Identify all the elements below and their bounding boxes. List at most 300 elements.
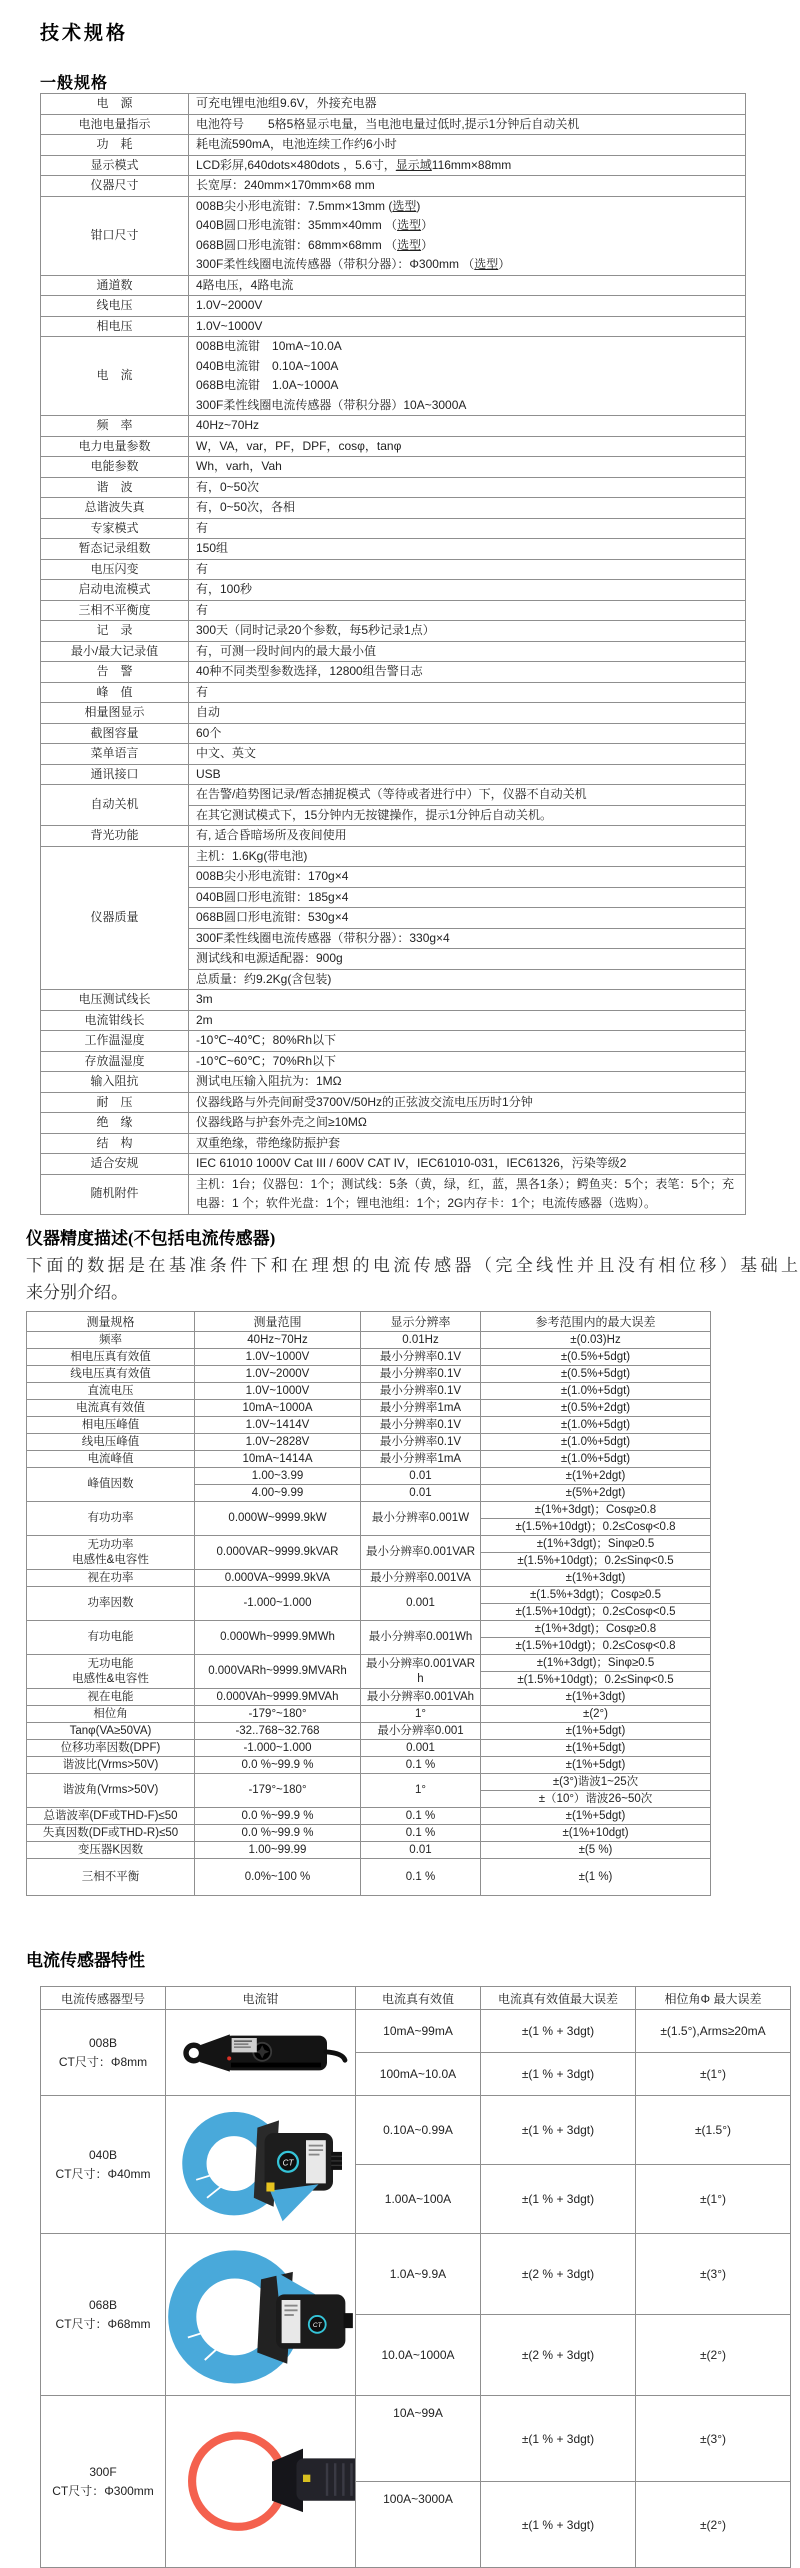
spec-row <box>41 1174 746 1214</box>
max-error-cell: ±(0.5%+5dgt) <box>481 1349 711 1366</box>
spec-value <box>189 457 746 478</box>
spec-label: 通讯接口 <box>41 764 189 785</box>
section-title-accuracy: 仪器精度描述(不包括电流传感器) <box>26 1229 276 1248</box>
spec-label: 专家模式 <box>41 518 189 539</box>
measure-spec-cell <box>27 1570 195 1587</box>
max-error-cell: ±(1.5%+3dgt)；Cosφ≥0.5 <box>481 1587 711 1604</box>
spec-value-line: -10℃~60℃；70%Rh以下 <box>196 1053 337 1068</box>
spec-value-line: 300天（同时记录20个参数，每5秒记录1点） <box>196 623 435 637</box>
spec-row <box>41 135 746 156</box>
spec-row <box>41 176 746 197</box>
spec-row <box>41 498 746 519</box>
phase-max-error-cell: ±(1°) <box>636 2053 791 2096</box>
phase-max-error-cell: ±(1.5°) <box>636 2096 791 2165</box>
measure-spec-cell <box>27 1842 195 1859</box>
spec-value <box>189 559 746 580</box>
spec-label: 耐 压 <box>41 1092 189 1113</box>
range-cell: 1.0V~1000V <box>195 1349 361 1366</box>
spec-label: 三相不平衡度 <box>41 600 189 621</box>
measure-spec-cell <box>27 1383 195 1400</box>
range-cell: 1.0V~2828V <box>195 1434 361 1451</box>
spec-label: 仪器质量 <box>41 846 189 990</box>
spec-label: 结 构 <box>41 1133 189 1154</box>
cell-line: 直流电压 <box>87 1384 134 1397</box>
resolution-cell: 最小分辨率0.1V <box>361 1434 481 1451</box>
measure-spec-cell <box>27 1400 195 1417</box>
sensor-ct-size: CT尺寸：Φ68mm <box>55 2316 151 2331</box>
spec-value <box>189 928 746 949</box>
resolution-cell: 最小分辨率0.1V <box>361 1383 481 1400</box>
spec-row <box>41 621 746 642</box>
spec-row <box>41 94 746 115</box>
spec-value <box>189 416 746 437</box>
general-specs-table <box>40 93 746 1215</box>
accuracy-row <box>27 1621 711 1638</box>
accuracy-header-row <box>27 1312 711 1332</box>
spec-value <box>189 580 746 601</box>
cell-line: 总谐波率(DF或THD-F)≤50 <box>43 1809 178 1822</box>
cell-line: 失真因数(DF或THD-R)≤50 <box>42 1826 179 1839</box>
spec-label: 电能参数 <box>41 457 189 478</box>
spec-value-line: 4路电压，4路电流 <box>196 277 294 292</box>
spec-value-line: 在其它测试模式下，15分钟内无按键操作，提示1分钟后自动关机。 <box>196 807 553 822</box>
spec-value-line: 有 <box>196 602 209 617</box>
svg-text:CT: CT <box>282 2158 293 2168</box>
spec-value <box>189 723 746 744</box>
max-error-cell: ±(1.5%+10dgt)；0.2≤Cosφ<0.8 <box>481 1638 711 1655</box>
spec-row <box>41 1010 746 1031</box>
spec-label: 功 耗 <box>41 135 189 156</box>
spec-value <box>189 846 746 867</box>
svg-text:CT: CT <box>312 2321 322 2329</box>
resolution-cell: 0.01 <box>361 1842 481 1859</box>
spec-value-line: 040B电流钳 0.10A~100A <box>196 358 339 373</box>
spec-row <box>41 600 746 621</box>
measure-spec-cell <box>27 1536 195 1570</box>
measure-spec-cell <box>27 1859 195 1896</box>
clamp-068b-image <box>166 2234 356 2396</box>
spec-value-line: 60个 <box>196 725 222 740</box>
spec-row <box>41 1031 746 1052</box>
spec-label: 暂态记录组数 <box>41 539 189 560</box>
resolution-cell: 1° <box>361 1706 481 1723</box>
spec-row <box>41 1051 746 1072</box>
column-header: 电流钳 <box>166 1987 356 2010</box>
max-error-cell: ±(1.5%+10dgt)；0.2≤Cosφ<0.5 <box>481 1604 711 1621</box>
accuracy-row <box>27 1570 711 1587</box>
spec-value <box>189 805 746 826</box>
spec-value <box>189 1031 746 1052</box>
spec-value <box>189 1154 746 1175</box>
spec-row <box>41 744 746 765</box>
spec-value <box>189 969 746 990</box>
resolution-cell: 最小分辨率0.1V <box>361 1349 481 1366</box>
column-header: 相位角Φ 最大误差 <box>636 1987 791 2010</box>
max-error-cell: ±（10°）谐波26~50次 <box>481 1791 711 1808</box>
spec-row <box>41 275 746 296</box>
spec-row <box>41 703 746 724</box>
current-max-error-cell: ±(1 % + 3dgt) <box>481 2096 636 2165</box>
measure-spec-cell <box>27 1366 195 1383</box>
resolution-cell: 0.001 <box>361 1740 481 1757</box>
current-range-cell: 100A~3000A <box>356 2482 481 2568</box>
measure-spec-cell <box>27 1468 195 1502</box>
sensor-row <box>41 2234 791 2315</box>
max-error-cell: ±(1%+3dgt) <box>481 1689 711 1706</box>
cell-line: 无功电能 <box>87 1657 134 1670</box>
spec-value <box>189 176 746 197</box>
resolution-cell: 1° <box>361 1774 481 1808</box>
cell-line: Tanφ(VA≥50VA) <box>69 1724 152 1737</box>
current-max-error-cell: ±(1 % + 3dgt) <box>481 2165 636 2234</box>
spec-value-line: 有 <box>196 520 209 535</box>
spec-label: 自动关机 <box>41 785 189 826</box>
current-range-cell: 10mA~99mA <box>356 2010 481 2053</box>
spec-value <box>189 703 746 724</box>
sensor-model-cell <box>41 2010 166 2096</box>
spec-value <box>189 949 746 970</box>
spec-value <box>189 744 746 765</box>
spec-label: 电压测试线长 <box>41 990 189 1011</box>
spec-value-line: 068B圆口形电流钳：530g×4 <box>196 910 349 924</box>
spec-row <box>41 641 746 662</box>
current-range-cell: 1.0A~9.9A <box>356 2234 481 2315</box>
spec-row <box>41 764 746 785</box>
cell-line: 电流峰值 <box>87 1452 134 1465</box>
spec-value-line: 300F柔性线圈电流传感器（带积分器）10A~3000A <box>196 397 467 412</box>
max-error-cell: ±(3°)谐波1~25次 <box>481 1774 711 1791</box>
spec-value-line: 068B圆口形电流钳：68mm×68mm （选型） <box>196 237 434 252</box>
sensor-table <box>40 1986 791 2568</box>
range-cell: -1.000~1.000 <box>195 1587 361 1621</box>
spec-row <box>41 436 746 457</box>
column-header: 测量规格 <box>27 1312 195 1332</box>
spec-label: 背光功能 <box>41 826 189 847</box>
range-cell: 0.000VA~9999.9kVA <box>195 1570 361 1587</box>
column-header: 显示分辨率 <box>361 1312 481 1332</box>
cell-line: 电感性&电容性 <box>72 1672 149 1685</box>
range-cell: -179°~180° <box>195 1706 361 1723</box>
spec-value-line: 040B圆口形电流钳：185g×4 <box>196 889 349 904</box>
spec-row <box>41 1072 746 1093</box>
accuracy-row <box>27 1400 711 1417</box>
spec-value <box>189 641 746 662</box>
range-cell: -1.000~1.000 <box>195 1740 361 1757</box>
phase-max-error-cell: ±(2°) <box>636 2315 791 2396</box>
max-error-cell: ±(0.03)Hz <box>481 1332 711 1349</box>
measure-spec-cell <box>27 1587 195 1621</box>
spec-label: 适合安规 <box>41 1154 189 1175</box>
spec-value-line: 主机：1台；仪器包：1个；测试线：5条（黄，绿，红，蓝，黑各1条）；鳄鱼夹：5个；表笔：5个；充电器：1 个；软件光盘：1个；锂电池组：1个；2G内存卡：1个；电流传感器（选购）。 <box>196 1176 735 1210</box>
range-cell: 1.00~3.99 <box>195 1468 361 1485</box>
accuracy-row <box>27 1502 711 1519</box>
range-cell: 0.000Wh~9999.9MWh <box>195 1621 361 1655</box>
measure-spec-cell <box>27 1774 195 1808</box>
accuracy-row <box>27 1774 711 1791</box>
accuracy-intro-line2: 来分别介绍。 <box>26 1283 128 1302</box>
cell-line: 相电压峰值 <box>81 1418 140 1431</box>
spec-label: 仪器尺寸 <box>41 176 189 197</box>
spec-value <box>189 600 746 621</box>
spec-label: 电池电量指示 <box>41 114 189 135</box>
spec-row <box>41 518 746 539</box>
spec-value <box>189 436 746 457</box>
resolution-cell: 最小分辨率0.001 <box>361 1723 481 1740</box>
spec-value-line: 040B圆口形电流钳：35mm×40mm （选型） <box>196 218 434 232</box>
sensor-ct-size: CT尺寸：Φ300mm <box>52 2483 154 2498</box>
spec-value-line: 仪器线路与外壳间耐受3700V/50Hz的正弦波交流电压历时1分钟 <box>196 1094 533 1109</box>
spec-row <box>41 1113 746 1134</box>
spec-label: 电力电量参数 <box>41 436 189 457</box>
spec-value-line: 可充电锂电池组9.6V，外接充电器 <box>196 96 377 110</box>
sensor-ct-size: CT尺寸：Φ40mm <box>55 2166 151 2181</box>
cell-line: 功率因数 <box>87 1597 134 1609</box>
max-error-cell: ±(1%+3dgt) <box>481 1570 711 1587</box>
current-range-cell: 10A~99A <box>356 2396 481 2482</box>
spec-value <box>189 1092 746 1113</box>
range-cell: 0.0 %~99.9 % <box>195 1808 361 1825</box>
resolution-cell: 最小分辨率0.001VAh <box>361 1689 481 1706</box>
spec-value <box>189 275 746 296</box>
spec-value <box>189 662 746 683</box>
spec-label: 工作温湿度 <box>41 1031 189 1052</box>
resolution-cell: 最小分辨率0.1V <box>361 1417 481 1434</box>
current-max-error-cell: ±(1 % + 3dgt) <box>481 2396 636 2482</box>
spec-value <box>189 826 746 847</box>
spec-value <box>189 539 746 560</box>
spec-value-line: 双重绝缘，带绝缘防振护套 <box>196 1135 341 1150</box>
spec-value <box>189 621 746 642</box>
max-error-cell: ±(1%+5dgt) <box>481 1808 711 1825</box>
accuracy-intro <box>26 1252 798 1306</box>
spec-row <box>41 990 746 1011</box>
max-error-cell: ±(1%+10dgt) <box>481 1825 711 1842</box>
accuracy-row <box>27 1706 711 1723</box>
range-cell: 4.00~9.99 <box>195 1485 361 1502</box>
spec-value-line: -10℃~40℃；80%Rh以下 <box>196 1033 337 1047</box>
max-error-cell: ±(1%+3dgt)；Cosφ≥0.8 <box>481 1621 711 1638</box>
range-cell: 0.000VARh~9999.9MVARh <box>195 1655 361 1689</box>
max-error-cell: ±(5 %) <box>481 1842 711 1859</box>
phase-max-error-cell: ±(2°) <box>636 2482 791 2568</box>
spec-label: 存放温湿度 <box>41 1051 189 1072</box>
current-range-cell: 100mA~10.0A <box>356 2053 481 2096</box>
spec-row <box>41 114 746 135</box>
spec-row <box>41 1154 746 1175</box>
spec-row <box>41 1133 746 1154</box>
sensor-row <box>41 2396 791 2482</box>
spec-value-line: 仪器线路与护套外壳之间≥10MΩ <box>196 1115 367 1129</box>
cell-line: 线电压真有效值 <box>70 1367 151 1380</box>
range-cell: 10mA~1000A <box>195 1400 361 1417</box>
spec-row <box>41 723 746 744</box>
spec-label: 线电压 <box>41 296 189 317</box>
measure-spec-cell <box>27 1434 195 1451</box>
spec-value <box>189 1133 746 1154</box>
spec-value-line: 测试电压输入阻抗为：1MΩ <box>196 1074 342 1088</box>
max-error-cell: ±(2°) <box>481 1706 711 1723</box>
measure-spec-cell <box>27 1723 195 1740</box>
current-range-cell: 10.0A~1000A <box>356 2315 481 2396</box>
measure-spec-cell <box>27 1332 195 1349</box>
spec-value-line: Wh，varh，Vah <box>196 459 282 473</box>
spec-value-line: 150组 <box>196 541 229 555</box>
resolution-cell: 0.01 <box>361 1468 481 1485</box>
spec-value-line: 总质量：约9.2Kg(含包装) <box>196 971 332 986</box>
spec-row <box>41 846 746 867</box>
accuracy-row <box>27 1332 711 1349</box>
current-max-error-cell: ±(1 % + 3dgt) <box>481 2010 636 2053</box>
measure-spec-cell <box>27 1349 195 1366</box>
max-error-cell: ±(1.0%+5dgt) <box>481 1451 711 1468</box>
resolution-cell: 最小分辨率0.001VARh <box>361 1655 481 1689</box>
current-max-error-cell: ±(2 % + 3dgt) <box>481 2234 636 2315</box>
section-title-sensors: 电流传感器特性 <box>26 1951 145 1970</box>
spec-label: 启动电流模式 <box>41 580 189 601</box>
cell-line: 变压器K因数 <box>77 1843 144 1856</box>
range-cell: 1.00~99.99 <box>195 1842 361 1859</box>
cell-line: 谐波角(Vrms>50V) <box>62 1784 159 1796</box>
spec-label: 钳口尺寸 <box>41 196 189 275</box>
cell-line: 频率 <box>99 1333 122 1346</box>
phase-max-error-cell: ±(3°) <box>636 2234 791 2315</box>
measure-spec-cell <box>27 1417 195 1434</box>
range-cell: -179°~180° <box>195 1774 361 1808</box>
spec-label: 谐 波 <box>41 477 189 498</box>
spec-value-line: 自动 <box>196 705 221 719</box>
spec-label: 通道数 <box>41 275 189 296</box>
spec-row <box>41 296 746 317</box>
accuracy-table-header <box>27 1312 711 1332</box>
resolution-cell: 0.01 <box>361 1485 481 1502</box>
current-max-error-cell: ±(1 % + 3dgt) <box>481 2053 636 2096</box>
resolution-cell: 最小分辨率1mA <box>361 1400 481 1417</box>
accuracy-row <box>27 1417 711 1434</box>
spec-value-line: 有，100秒 <box>196 582 253 596</box>
sensor-model-cell <box>41 2096 166 2234</box>
accuracy-row <box>27 1366 711 1383</box>
phase-max-error-cell: ±(1°) <box>636 2165 791 2234</box>
spec-value <box>189 316 746 337</box>
accuracy-row <box>27 1587 711 1604</box>
resolution-cell: 最小分辨率1mA <box>361 1451 481 1468</box>
spec-value <box>189 908 746 929</box>
range-cell: -32..768~32.768 <box>195 1723 361 1740</box>
accuracy-intro-line1: 下面的数据是在基准条件下和在理想的电流传感器（完全线性并且没有相位移）基础上 <box>26 1256 798 1275</box>
spec-row <box>41 477 746 498</box>
sensor-model-cell <box>41 2234 166 2396</box>
spec-label: 相电压 <box>41 316 189 337</box>
spec-value <box>189 337 746 416</box>
measure-spec-cell <box>27 1689 195 1706</box>
accuracy-row <box>27 1723 711 1740</box>
max-error-cell: ±(1%+3dgt)；Sinφ≥0.5 <box>481 1536 711 1553</box>
spec-value <box>189 498 746 519</box>
max-error-cell: ±(1.5%+10dgt)；0.2≤Cosφ<0.8 <box>481 1519 711 1536</box>
spec-row <box>41 826 746 847</box>
spec-value-line: 008B尖小形电流钳：7.5mm×13mm (选型) <box>196 198 421 213</box>
current-range-cell: 1.00A~100A <box>356 2165 481 2234</box>
spec-value-line: LCD彩屏,640dots×480dots ，5.6寸，显示域116mm×88mm <box>196 157 512 172</box>
spec-row <box>41 539 746 560</box>
cell-line: 相位角 <box>93 1707 128 1720</box>
measure-spec-cell <box>27 1825 195 1842</box>
sensor-model: 300F <box>89 2464 117 2479</box>
accuracy-table <box>26 1311 711 1896</box>
resolution-cell: 最小分辨率0.001W <box>361 1502 481 1536</box>
max-error-cell: ±(1%+5dgt) <box>481 1757 711 1774</box>
max-error-cell: ±(0.5%+5dgt) <box>481 1366 711 1383</box>
cell-line: 视在电能 <box>87 1690 134 1703</box>
spec-value-line: 长宽厚：240mm×170mm×68 mm <box>196 178 375 192</box>
spec-value <box>189 155 746 176</box>
cell-line: 谐波比(Vrms>50V) <box>62 1758 159 1771</box>
spec-row <box>41 662 746 683</box>
spec-label: 菜单语言 <box>41 744 189 765</box>
spec-label: 绝 缘 <box>41 1113 189 1134</box>
clamp-008b-image <box>166 2010 356 2096</box>
range-cell: 1.0V~2000V <box>195 1366 361 1383</box>
spec-value <box>189 296 746 317</box>
accuracy-row <box>27 1383 711 1400</box>
column-header: 参考范围内的最大误差 <box>481 1312 711 1332</box>
cell-line: 位移功率因数(DPF) <box>60 1741 161 1754</box>
range-cell: 0.000VAh~9999.9MVAh <box>195 1689 361 1706</box>
max-error-cell: ±(5%+2dgt) <box>481 1485 711 1502</box>
sensor-row <box>41 2010 791 2053</box>
spec-value-line: 有, 适合昏暗场所及夜间使用 <box>196 828 347 842</box>
range-cell: 1.0V~1000V <box>195 1383 361 1400</box>
spec-value <box>189 785 746 806</box>
spec-label: 频 率 <box>41 416 189 437</box>
spec-label: 记 录 <box>41 621 189 642</box>
clamp-040b-image <box>166 2096 356 2234</box>
resolution-cell: 最小分辨率0.001Wh <box>361 1621 481 1655</box>
spec-value <box>189 196 746 275</box>
column-header: 电流真有效值 <box>356 1987 481 2010</box>
cell-line: 电流真有效值 <box>76 1401 145 1414</box>
page-title: 技术规格 <box>40 23 129 44</box>
cell-line: 视在功率 <box>87 1571 134 1584</box>
accuracy-row <box>27 1859 711 1896</box>
spec-value-line: 40种不同类型参数选择，12800组告警日志 <box>196 664 423 678</box>
cell-line: 有功功率 <box>87 1512 134 1524</box>
range-cell: 0.0%~100 % <box>195 1859 361 1896</box>
spec-value <box>189 94 746 115</box>
resolution-cell: 最小分辨率0.001VA <box>361 1570 481 1587</box>
spec-label: 电压闪变 <box>41 559 189 580</box>
spec-value-line: 有 <box>196 561 209 576</box>
accuracy-row <box>27 1349 711 1366</box>
accuracy-row <box>27 1655 711 1672</box>
spec-value-line: 有，可测一段时间内的最大最小值 <box>196 643 377 658</box>
cell-line: 有功电能 <box>87 1631 134 1643</box>
max-error-cell: ±(1.0%+5dgt) <box>481 1417 711 1434</box>
spec-label: 告 警 <box>41 662 189 683</box>
spec-value <box>189 682 746 703</box>
spec-label: 总谐波失真 <box>41 498 189 519</box>
measure-spec-cell <box>27 1451 195 1468</box>
spec-label: 电 流 <box>41 337 189 416</box>
max-error-cell: ±(1%+3dgt)；Sinφ≥0.5 <box>481 1655 711 1672</box>
spec-value-line: 1.0V~1000V <box>196 318 263 333</box>
spec-row <box>41 316 746 337</box>
spec-value <box>189 1010 746 1031</box>
sensor-row <box>41 2096 791 2165</box>
sensor-table-body <box>41 2010 791 2568</box>
max-error-cell: ±(1.5%+10dgt)；0.2≤Sinφ<0.5 <box>481 1553 711 1570</box>
measure-spec-cell <box>27 1655 195 1689</box>
